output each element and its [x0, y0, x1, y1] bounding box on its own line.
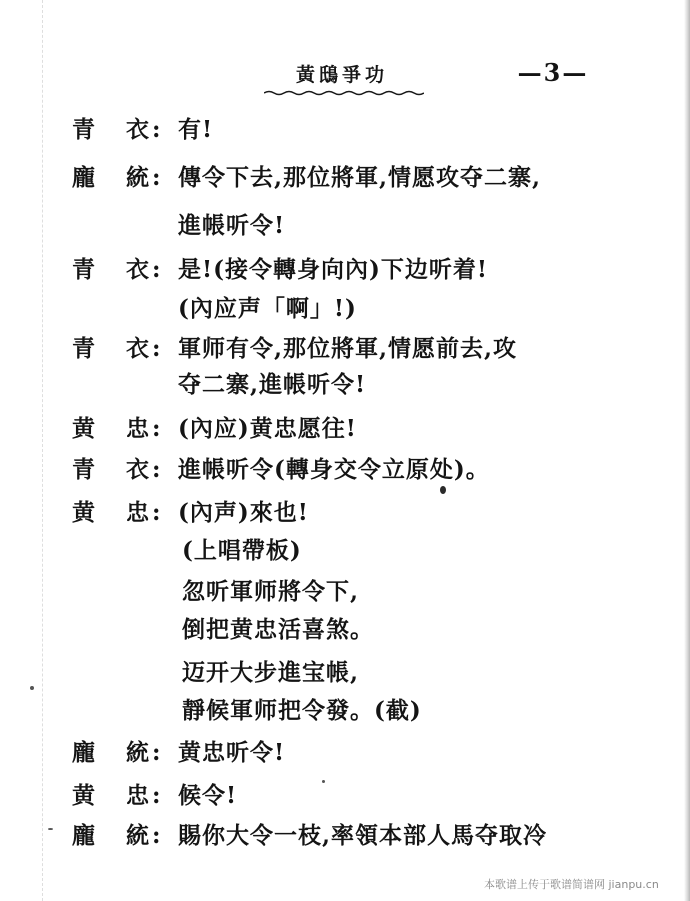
- speaker-char: 青: [72, 335, 95, 362]
- scan-speck: [30, 686, 34, 690]
- page-number: —3—: [517, 58, 589, 87]
- footer-watermark: 本歌谱上传于歌谱简谱网 jianpu.cn: [484, 878, 659, 891]
- speaker-char: 統: [126, 739, 149, 766]
- script-line: [0, 252, 690, 288]
- dialogue-text: 賜你大令一枝,率領本部人馬夺取冷: [178, 822, 548, 849]
- speaker-colon: :: [152, 116, 161, 143]
- speaker-char: 龐: [72, 739, 95, 766]
- script-line: [0, 367, 690, 403]
- script-line: [0, 291, 690, 327]
- speaker-char: 黄: [72, 415, 95, 442]
- script-line: [0, 495, 690, 531]
- speaker-colon: :: [152, 164, 161, 191]
- dialogue-text: 軍师有令,那位將軍,情愿前去,攻: [178, 335, 518, 362]
- speaker-char: 統: [126, 164, 149, 191]
- speaker-char: 統: [126, 822, 149, 849]
- speaker-char: 衣: [126, 256, 149, 283]
- script-line: [0, 818, 690, 854]
- speaker-colon: :: [152, 822, 161, 849]
- dialogue-continuation: 夺二寨,進帳听令!: [178, 371, 367, 398]
- script-line: [0, 693, 690, 729]
- dialogue-text: 候令!: [178, 782, 238, 809]
- speaker-colon: :: [152, 739, 161, 766]
- script-line: [0, 331, 690, 367]
- speaker-colon: :: [152, 415, 161, 442]
- speaker-char: 青: [72, 456, 95, 483]
- speaker-colon: :: [152, 256, 161, 283]
- script-line: [0, 452, 690, 488]
- script-line: [0, 612, 690, 648]
- verse-line: (上唱帶板): [182, 537, 302, 564]
- scan-speck: [48, 828, 53, 830]
- ink-smudge: [440, 486, 446, 494]
- speaker-char: 衣: [126, 116, 149, 143]
- scan-speck: [322, 780, 325, 783]
- dialogue-continuation: 進帳听令!: [178, 212, 286, 239]
- script-line: [0, 735, 690, 771]
- speaker-char: 青: [72, 116, 95, 143]
- speaker-char: 黄: [72, 499, 95, 526]
- speaker-char: 龐: [72, 822, 95, 849]
- dialogue-text: 傳令下去,那位將軍,情愿攻夺二寨,: [178, 164, 542, 191]
- dialogue-text: 有!: [178, 116, 214, 143]
- script-line: [0, 208, 690, 244]
- speaker-char: 衣: [126, 335, 149, 362]
- verse-line: 忽听軍师將令下,: [182, 578, 360, 605]
- script-line: [0, 112, 690, 148]
- script-line: [0, 655, 690, 691]
- script-line: [0, 411, 690, 447]
- dialogue-text: (內声)來也!: [178, 499, 309, 526]
- script-line: [0, 533, 690, 569]
- speaker-char: 忠: [126, 782, 149, 809]
- verse-line: 靜候軍师把令發。(截): [182, 697, 422, 724]
- dialogue-text: 進帳听令(轉身交令立原处)。: [178, 456, 490, 483]
- dialogue-continuation: (內应声「啊」!): [178, 295, 357, 322]
- dialogue-text: 黄忠听令!: [178, 739, 286, 766]
- speaker-char: 龐: [72, 164, 95, 191]
- script-line: [0, 574, 690, 610]
- script-line: [0, 160, 690, 196]
- page-header-title: 黃䲭爭功: [295, 64, 388, 86]
- speaker-colon: :: [152, 456, 161, 483]
- script-line: [0, 778, 690, 814]
- verse-line: 迈开大步進宝帳,: [182, 659, 360, 686]
- speaker-colon: :: [152, 782, 161, 809]
- speaker-colon: :: [152, 335, 161, 362]
- dialogue-text: (內应)黄忠愿往!: [178, 415, 357, 442]
- verse-line: 倒把黄忠活喜煞。: [182, 616, 374, 643]
- speaker-colon: :: [152, 499, 161, 526]
- speaker-char: 黄: [72, 782, 95, 809]
- speaker-char: 忠: [126, 499, 149, 526]
- speaker-char: 衣: [126, 456, 149, 483]
- header-wavy-underline: [264, 90, 424, 96]
- speaker-char: 忠: [126, 415, 149, 442]
- speaker-char: 青: [72, 256, 95, 283]
- dialogue-text: 是!(接令轉身向內)下边听着!: [178, 256, 488, 283]
